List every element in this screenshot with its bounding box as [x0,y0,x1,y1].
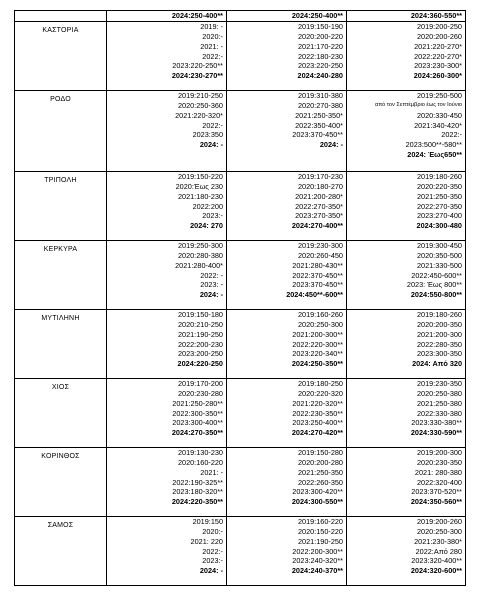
price-cell [347,241,466,310]
price-line: 2021:280-430** [292,260,343,270]
price-cell [347,379,466,448]
price-line-current: 2024: - [199,566,223,576]
table-header-row [15,11,466,22]
price-line: 2022:- [441,130,462,140]
city-cell: ΣΑΜΟΣ [15,517,107,586]
city-cell: ΚΑΣΤΟΡΙΑ [15,22,107,91]
price-line: 2022:300-350** [172,408,223,418]
price-line: 2022:370-450** [292,270,343,280]
price-line: 2020:260-450 [297,250,343,260]
price-cell [227,379,347,448]
price-line: 2022: - [200,270,223,280]
price-line: 2019:250-500 [416,91,462,100]
price-line: 2022:320-400 [416,477,462,487]
price-line: 2020:250-360 [177,100,223,110]
price-cell [107,91,227,172]
price-line: 2020:Έως 230 [175,181,223,191]
price-line: 2021: 280-380 [414,467,462,477]
price-line: 2021:230-380* [414,536,462,546]
price-line: 2021:340-420* [414,120,462,130]
price-line: 2020:270-380 [297,100,343,110]
price-line: 2022:200-300** [292,546,343,556]
price-line: 2023:220-250** [172,61,223,71]
price-line: 2022:180-230 [297,51,343,61]
city-cell: ΚΟΡΙΝΘΟΣ [15,448,107,517]
price-line: 2023:320-400** [411,556,462,566]
price-line: 2019:160-260 [297,310,343,319]
price-line: 2023:270-350* [295,211,343,221]
price-line: 2022:330-380 [416,408,462,418]
price-line: 2022:270-350* [295,201,343,211]
price-line-current: 2024:450**-600** [286,290,343,300]
price-cell [227,448,347,517]
header-cell-1: 2024:250-400** [107,11,227,22]
price-line: 2023:370-520** [411,487,462,497]
price-cell [107,448,227,517]
header-cell-2: 2024:250-400** [227,11,347,22]
price-cell [227,310,347,379]
price-line-current: 2024:300-550** [291,497,343,507]
price-line-current: 2024:350-560** [410,497,462,507]
price-cell [347,22,466,91]
price-cell [347,448,466,517]
table-body [15,11,466,586]
price-line: 2020:200-280 [297,457,343,467]
price-line: 2021:250-380 [416,398,462,408]
price-line: 2020:250-300 [297,319,343,329]
price-cell [347,517,466,586]
price-line: 2019:200-250 [416,22,462,31]
price-cell [107,310,227,379]
table-row [15,310,466,379]
price-line: 2023:500**-580** [405,140,462,150]
price-line: 2021:220-320* [175,110,223,120]
table-row [15,517,466,586]
price-line: 2020:180-270 [297,181,343,191]
price-line: 2019:180-250 [297,379,343,388]
price-line: 2023:370-450** [292,130,343,140]
price-line: 2020:200-350 [416,319,462,329]
price-line: 2019:230-350 [416,379,462,388]
price-line: 2021:280-400* [175,260,223,270]
price-cell [347,172,466,241]
price-line: 2023:200-250 [177,349,223,359]
price-line: 2022:- [202,546,223,556]
price-line: 2023:300-350 [416,349,462,359]
price-line-current: 2024:270-350** [171,428,223,438]
price-line-current: 2024: - [319,140,343,150]
price-line: 2023:220-250 [297,61,343,71]
header-cell-city [15,11,107,22]
price-line-current: 2024: 270 [190,221,223,231]
table-row [15,91,466,172]
price-line: 2020:200-220 [297,31,343,41]
price-line: 2021:250-280** [172,398,223,408]
price-line: 2019:150-220 [177,172,223,181]
price-line: 2019:150-190 [297,22,343,31]
price-line: 2020:230-280 [177,388,223,398]
price-line: 2019:150 [192,517,223,526]
price-line: 2023:- [202,556,223,566]
price-line: 2022:190-325** [172,477,223,487]
price-line: 2020:200-260 [416,31,462,41]
price-line: 2022:200-230 [177,339,223,349]
price-line: από τον Σεπτέμβριο έως τον Ιούνιο [375,101,462,108]
price-line: 2020:150-220 [297,526,343,536]
price-cell [107,172,227,241]
price-line: 2021: - [200,41,223,51]
price-line: 2019:210-250 [177,91,223,100]
price-line: 2021:250-350 [297,467,343,477]
table-row [15,22,466,91]
price-line: 2023: - [200,280,223,290]
price-line: 2019: - [200,22,223,31]
price-line: 2019:170-200 [177,379,223,388]
price-line: 2021:190-250 [297,536,343,546]
price-line-current: 2024: - [199,140,223,150]
price-line: 2019:170-230 [297,172,343,181]
price-line: 2021:330-500 [416,260,462,270]
price-line-current: 2024:220-350** [171,497,223,507]
price-cell [227,22,347,91]
price-line: 2023:220-340** [292,349,343,359]
price-line-current: 2024:330-590** [410,428,462,438]
table-row [15,241,466,310]
price-cell [227,241,347,310]
price-line: 2019:230-300 [297,241,343,250]
price-line-current: 2024: - [199,290,223,300]
price-line: 2023:180-320** [172,487,223,497]
price-line: 2023: Έως 800** [406,280,462,290]
city-cell: ΧΙΟΣ [15,379,107,448]
price-line-current: 2024:270-420** [291,428,343,438]
price-line: 2020:220-350 [416,181,462,191]
price-line: 2022:220-300** [292,339,343,349]
price-line: 2019:130-230 [177,448,223,457]
price-cell [227,517,347,586]
price-line: 2021: - [200,467,223,477]
price-line: 2020:- [202,526,223,536]
price-line: 2019:180-260 [416,172,462,181]
rent-price-table [14,10,466,586]
price-line: 2020:280-380 [177,250,223,260]
price-line: 2023:240-320** [292,556,343,566]
price-line: 2019:300-450 [416,241,462,250]
price-line: 2023:250-400** [292,418,343,428]
price-line: 2023:230-300* [414,61,462,71]
price-line: 2022:280-350 [416,339,462,349]
price-line: 2022:350-400* [295,120,343,130]
price-cell [347,310,466,379]
price-line: 2020:350-500 [416,250,462,260]
price-line: 2021:200-300 [416,329,462,339]
price-cell [107,379,227,448]
price-line: 2022:260-350 [297,477,343,487]
price-line-current: 2024:270-400** [291,221,343,231]
table-row [15,379,466,448]
price-line: 2021:190-250 [177,329,223,339]
price-line: 2020:250-380 [416,388,462,398]
price-line-current: 2024:240-370** [291,566,343,576]
price-line-current: 2024:260-300* [413,71,462,81]
price-line: 2022:270-350 [416,201,462,211]
price-line: 2021:250-350 [416,191,462,201]
price-line: 2021:170-220 [297,41,343,51]
price-line: 2020:210-250 [177,319,223,329]
price-line: 2023:300-420** [292,487,343,497]
price-line-current: 2024:300-480 [416,221,462,231]
city-cell: ΤΡΙΠΟΛΗ [15,172,107,241]
city-cell: ΜΥΤΙΛΗΝΗ [15,310,107,379]
price-line: 2020:230-350 [416,457,462,467]
price-line: 2023:270-400 [416,211,462,221]
price-line: 2022:Από 280 [415,546,462,556]
price-cell [227,91,347,172]
price-line: 2020:330-450 [416,110,462,120]
price-line: 2021:220-320** [292,398,343,408]
table-row [15,448,466,517]
price-line: 2019:250-300 [177,241,223,250]
price-cell [107,241,227,310]
price-line: 2022:450-600** [411,270,462,280]
price-line: 2021:180-230 [177,191,223,201]
price-line: 2019:150-280 [297,448,343,457]
price-line-current: 2024:230-270** [171,71,223,81]
table-row [15,172,466,241]
price-line: 2020:- [202,31,223,41]
price-line: 2019:150-180 [177,310,223,319]
city-cell: ΡΟΔΟ [15,91,107,172]
price-line-current: 2024: Από 320 [412,359,462,369]
price-line-current: 2024:220-250 [177,359,223,369]
price-cell [347,91,466,172]
city-cell: ΚΕΡΚΥΡΑ [15,241,107,310]
price-line: 2019:200-300 [416,448,462,457]
price-line: 2023:330-380** [411,418,462,428]
header-cell-3: 2024:360-550** [347,11,466,22]
price-line-current: 2024:250-350** [291,359,343,369]
price-line: 2021: 220 [190,536,223,546]
price-line: 2023:370-450** [292,280,343,290]
price-line: 2021:250-350* [295,110,343,120]
price-line: 2023:300-400** [172,418,223,428]
price-line: 2021:200-280* [295,191,343,201]
price-line: 2022:200 [192,201,223,211]
price-line-current: 2024:320-600** [410,566,462,576]
price-line: 2020:160-220 [177,457,223,467]
price-line: 2019:310-380 [297,91,343,100]
price-cell [227,172,347,241]
price-line-current: 2024: Έως650** [407,150,462,160]
price-line: 2022:- [202,120,223,130]
price-line: 2022:230-350** [292,408,343,418]
price-cell [107,517,227,586]
price-line: 2023:- [202,211,223,221]
price-line-current: 2024:240-280 [297,71,343,81]
price-line: 2021:200-300** [292,329,343,339]
price-line: 2022:- [202,51,223,61]
price-line: 2022:220-270* [414,51,462,61]
price-line: 2021:220-270* [414,41,462,51]
price-line: 2020:250-300 [416,526,462,536]
price-line: 2019:200-260 [416,517,462,526]
price-line: 2023:350 [192,130,223,140]
price-line: 2019:160-220 [297,517,343,526]
price-line: 2019:180-260 [416,310,462,319]
price-cell [107,22,227,91]
price-line: 2020:220-320 [297,388,343,398]
price-line-current: 2024:550-800** [410,290,462,300]
